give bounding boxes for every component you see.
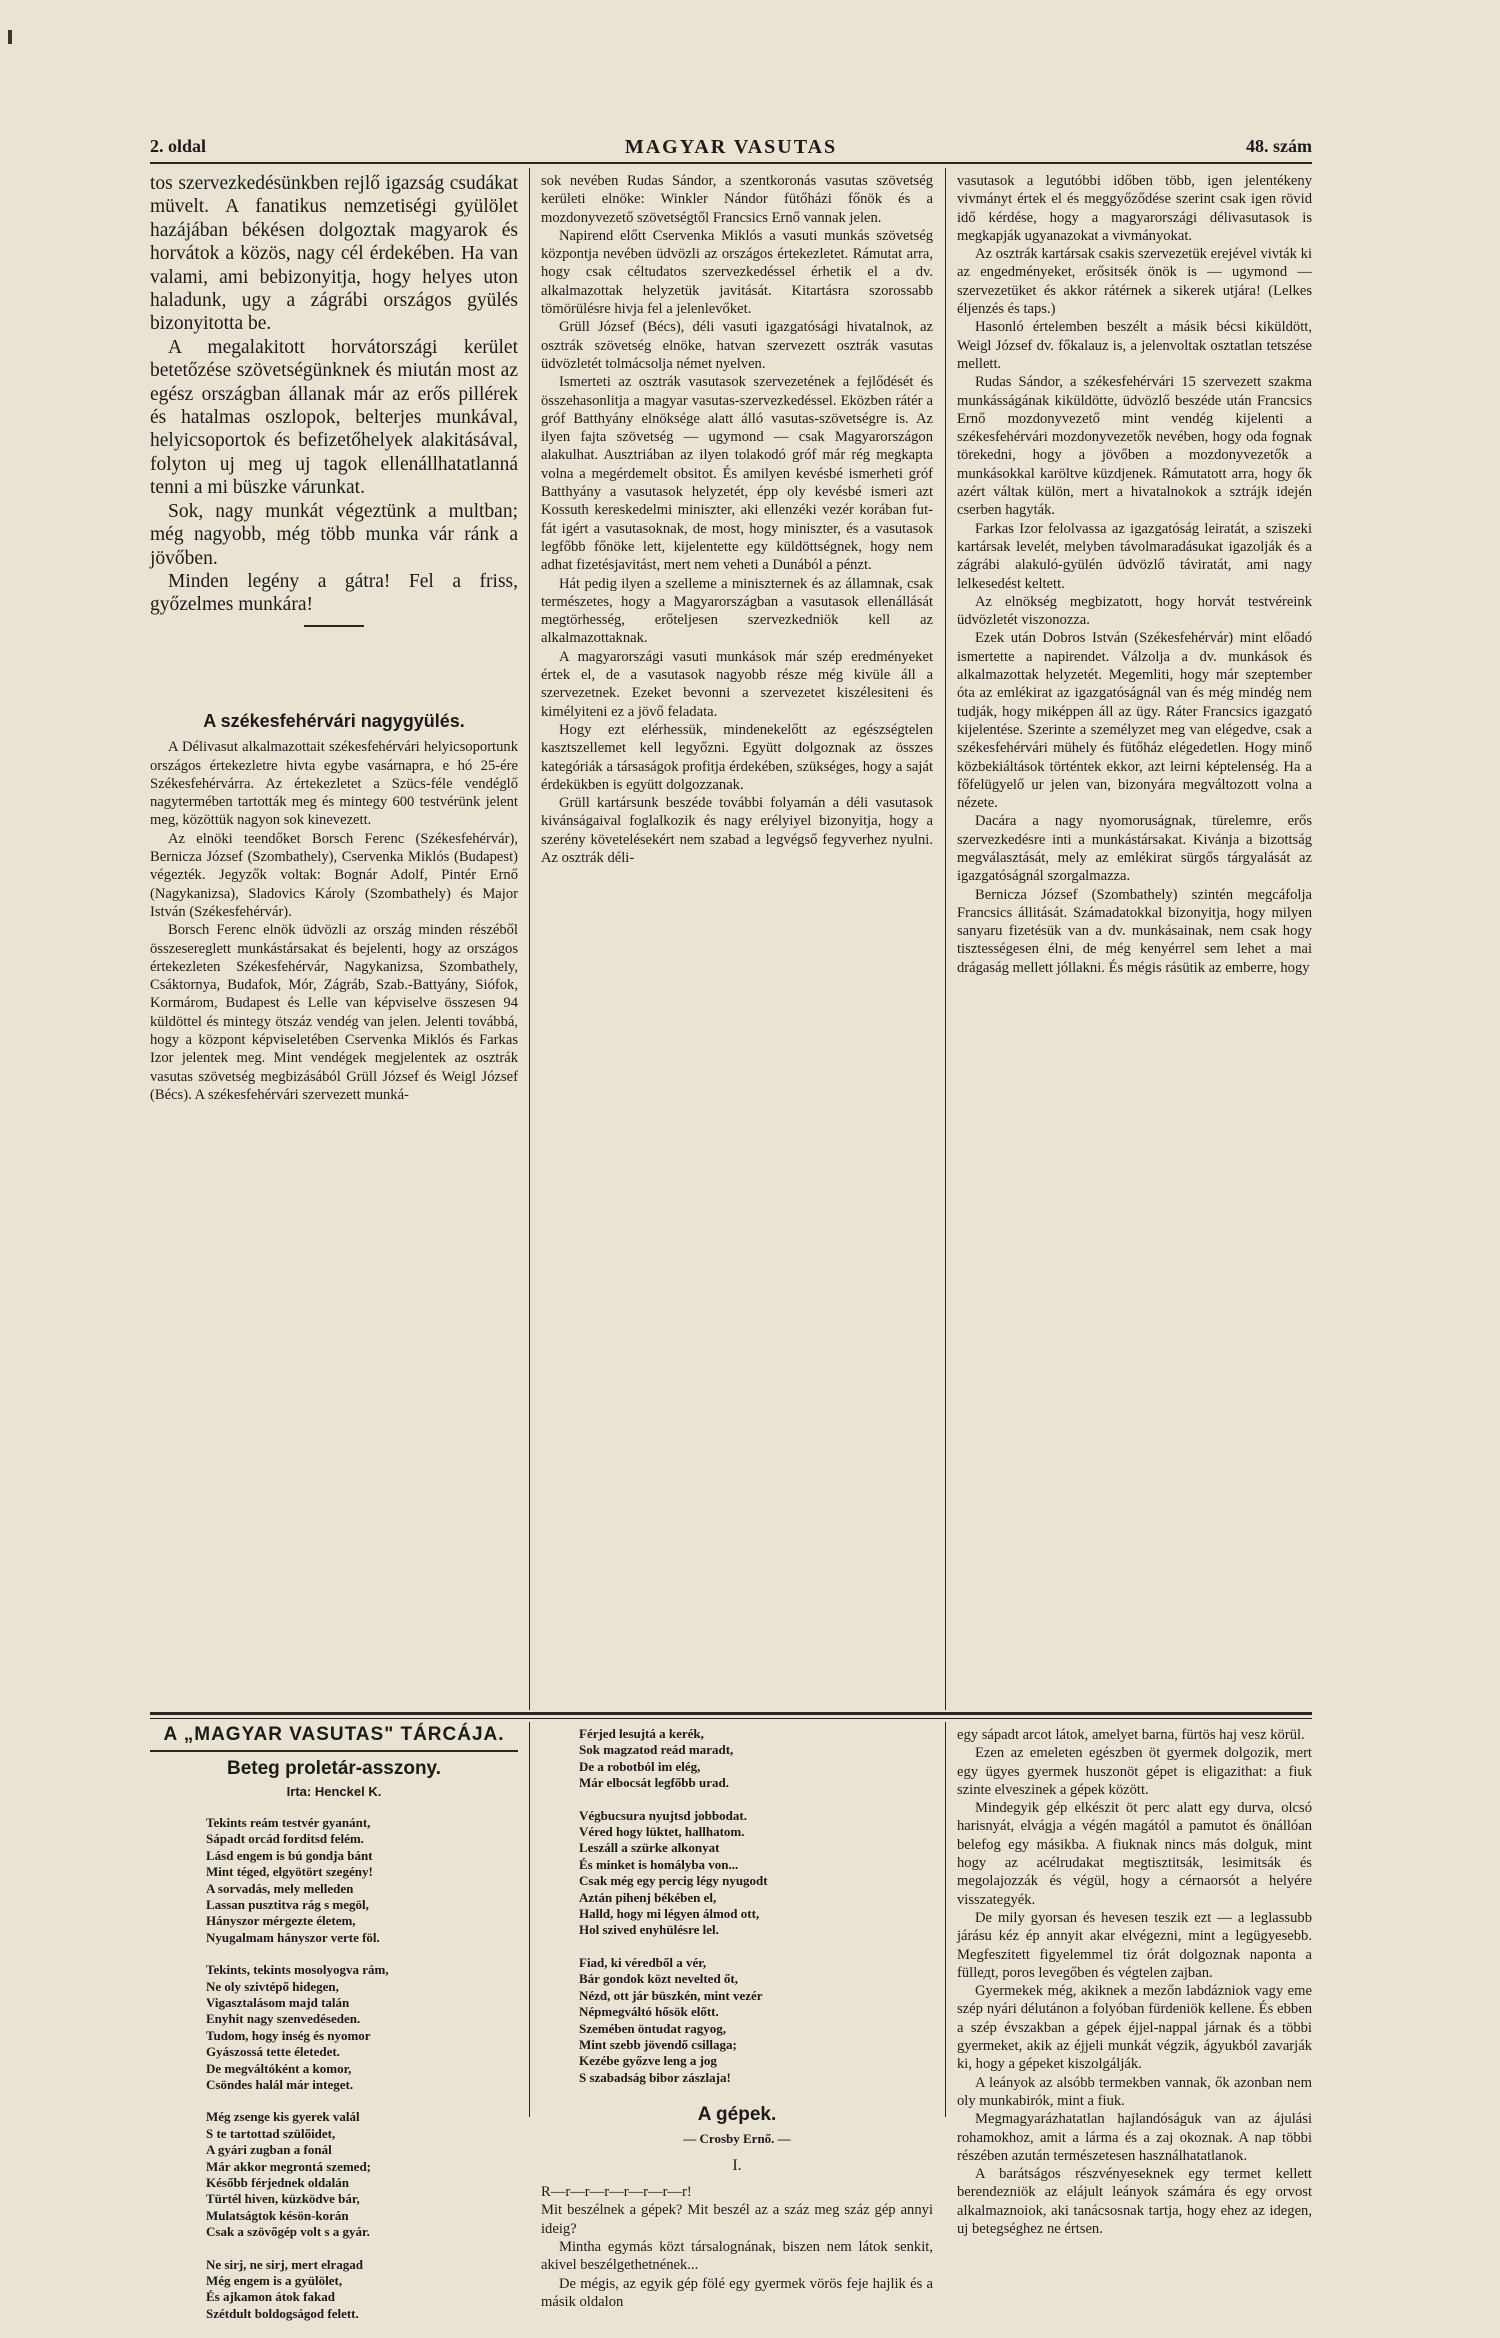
poem-stanza (579, 1726, 933, 1792)
article-paragraph: tos szervezkedésünkben rejlő igazság csudákat müvelt. A fanatikus nemzetiségi gyülölet hazájában békésen dolgoztak magyarok és horvátok a közös, nagy cél érdekében. Ha van valami, ami bebizonyitja, hogy helyes uton haladunk, ugy a zágrábi országos gyülés bizonyitotta be. (150, 173, 518, 335)
poem-line: Ne oly szivtépő hidegen, (206, 1978, 339, 1994)
poem-stanza (579, 1808, 933, 1939)
article-paragraph: Az osztrák kartársak csakis szervezetük erejével vivták ki az engedményeket, erősitsék önök is — ugymond — szervezetüket és akkor rátérnek a sikerek utjára! (Lelkes éljenzés és taps.) (957, 246, 1312, 318)
feuilleton-banner: A „MAGYAR VASUTAS" TÁRCÁJA. (163, 1724, 505, 1745)
article-paragraph: Hogy ezt elérhessük, mindenekelőtt az egészségtelen kasztszellemet kell legyőzni. Együtt dolgoznak az összes kategóriák a társaságok profitja érdekében, szükséges, hogy a saját érdekükben is együtt dolgozzanak. (541, 721, 933, 793)
article-paragraph: Napirend előtt Cservenka Miklós a vasuti munkás szövetség központja nevében üdvözli az országos értekezletet. Rámutat arra, hogy csak céltudatos szervezkedéssel érhetik el a dv. alkalmazottak helyzetük javitását. Kitartásra szorossabb tömörülésre hivja fel a jelenlevőket. (541, 227, 933, 318)
poem-line: Csöndes halál már integet. (206, 2076, 354, 2092)
poem-line: Enyhit nagy szenvedéseden. (206, 2011, 361, 2027)
story-text (541, 2183, 933, 2311)
feuilleton-column-3 (957, 1726, 1312, 2238)
article-paragraph: Minden legény a gátra! Fel a friss, győzelmes munkára! (150, 570, 518, 616)
article-paragraph: Sok, nagy munkát végeztünk a multban; még nagyobb, még több munka vár ránk a jövőben. (150, 500, 518, 569)
poem-line: Már akkor megrontá szemed; (206, 2158, 372, 2174)
masthead-title: MAGYAR VASUTAS (624, 136, 838, 158)
poem-line: Gyászossá tette életedet. (206, 2044, 340, 2060)
article-paragraph: Az elnöki teendőket Borsch Ferenc (Székesfehérvár), Bernicza József (Szombathely), Cservenka Miklós (Budapest) végezték. Jegyzők voltak: Bognár Adolf, Pintér Ernő (Nagykanizsa), Sladovics Károly (Szombathely) és Major István (Székesfehérvár). (150, 830, 518, 920)
article-paragraph: sok nevében Rudas Sándor, a szentkoronás vasutas szövetség kerületi elnöke: Winkler Nándor fütőházi főnök és a mozdonyvezető szövetségtől Francsics Ernő vannak jelen. (541, 173, 933, 226)
header-rule (150, 162, 1312, 164)
poem-line: Fiad, ki véredből a vér, (579, 1954, 707, 1970)
poem-title: Beteg proletár-asszony. (227, 1758, 441, 1780)
poem-line: Csak a szövőgép volt s a gyár. (206, 2224, 370, 2240)
poem-line: De megváltóként a komor, (206, 2060, 352, 2076)
poem-stanza (579, 1955, 933, 2086)
section-separator (304, 625, 364, 627)
article-paragraph: Dacára a nagy nyomoruságnak, türelemre, erős szervezkedésre inti a munkástársakat. Kivánja a bizottság megválasztását, mely az emlékirat sürgős tárgyalását az igazgatóságnál szorgalmazza. (957, 813, 1312, 885)
poem-line: Még engem is a gyülölet, (206, 2273, 343, 2289)
poem-stanza (206, 2257, 518, 2323)
poem-line: Népmegváltó hősök előtt. (579, 2004, 719, 2020)
column-divider (945, 168, 946, 1710)
poem-line: Hányszor mérgezte életem, (206, 1913, 356, 1929)
poem-line: Aztán pihenj békében el, (579, 1889, 717, 1905)
poem-line: Szétdult boldogságod felett. (206, 2305, 359, 2321)
poem-line: És minket is homályba von... (579, 1856, 739, 1872)
poem-line: A gyári zugban a fonál (206, 2142, 332, 2158)
poem-stanza (206, 1815, 518, 1946)
article-paragraph: Hát pedig ilyen a szelleme a miniszternek és az államnak, csak természetes, hogy a Magyarországban a vasutasok ellenállását megtörhesség, erőteljesen szervezkedniök kell az alkalmazottaknak. (541, 575, 933, 647)
article-paragraph: vasutasok a legutóbbi időben több, igen jelentékeny vivmányt értek el és meggyőződése szerint csak igen rövid idő kérdése, hogy a magyarországi délivasutasok is megkapják ugyanazokat a vivmányokat. (957, 173, 1312, 244)
story-paragraph: egy sápadt arcot látok, amelyet barna, fürtös haj vesz körül. (957, 1727, 1305, 1743)
story-paragraph: Mintha egymás közt társalognának, biszen nem látok senkit, akivel beszélgethetnének... (541, 2238, 933, 2274)
poem-line: Mint téged, elgyötört szegény! (206, 1864, 373, 1880)
story-paragraph: Mindegyik gép elkészit öt perc alatt egy durva, olcsó harisnyát, elvágja a végén magától a pamutot és önállóan belefog egy másikba. A fiuknak nincs más dolguk, mint hogy az acélrudakat megtisztitsák, lesimitsák és megolajozzák és végül, hogy a cérnaorsót a helyére visszategyék. (957, 1800, 1312, 1908)
poem-line: Még zsenge kis gyerek valál (206, 2109, 360, 2125)
story-part-number: I. (732, 2156, 742, 2174)
poem-line: Ne sirj, ne sirj, mert elragad (206, 2256, 364, 2272)
feuilleton-column-2 (541, 1726, 933, 2311)
poem-line: Mulatságtok késön-korán (206, 2207, 349, 2223)
poem-line: Leszáll a szürke alkonyat (579, 1840, 720, 1856)
column-divider (529, 168, 530, 1710)
story-paragraph: A barátságos részvényeseknek egy termet kellett berendezniök az elájult leányok számára és egy orvost alkalmaznoiok, aki tanácsosnak tartja, hogy ehez az idegen, uj betegséghez ne értsen. (957, 2166, 1312, 2238)
poem-line: Türtél hiven, küzködve bár, (206, 2191, 360, 2207)
poem-line: Már elbocsát legfőbb urad. (579, 1775, 729, 1791)
article-paragraph: Borsch Ferenc elnök üdvözli az ország minden részéből összesereglett munkástársakat és bejelenti, hogy az országos értekezleten Székesfehérvár, Nagykanizsa, Szombathely, Csáktornya, Budafok, Mór, Zágráb, Szab.-Battyány, Siófok, Kormárom, Budapest és Lelle van képviselve összesen 94 küldöttel és mintegy ötszáz vendég van jelen. Jelenti továbbá, hogy a központ képviseletében Cservenka Miklós és Farkas Izor jelentek meg. Mint vendégek megjelentek az osztrák vasutas szövetség megbizásából Grüll József és Weigl József (Bécs). A székesfehérvári szervezett munká- (150, 922, 518, 1103)
poem-line: Nézd, ott jár büszkén, mint vezér (579, 1987, 763, 2003)
poem-line: Később férjednek oldalán (206, 2175, 350, 2191)
poem-line: Lásd engem is bú gondja bánt (206, 1847, 373, 1863)
poem-line: Lassan pusztitva rág s megöl, (206, 1896, 369, 1912)
feuilleton-rule (150, 1718, 1312, 1719)
article-paragraph: Ezek után Dobros István (Székesfehérvár) mint előadó ismertette a napirendet. Válzolja a dv. munkások és alkalmazottak helyzetét. Megemliti, hogy már szeptember óta az emlékirat az igazgatóságnál van és még mindég nem tudják, hogy miképpen áll az ügy. Ráter Francsics igazgató kijelentése. Szerinte a személyzet meg van elégedve, csak a székesfehérvári mühely és fütőház elégedetlen. Hogy minő közbekiáltások történtek ekkor, azt leirni képtelenség. Ha a főfelügyelő ur jelen van, bizonyára megváltozott volna a nézete. (957, 630, 1312, 812)
article-column-1-lower (150, 700, 518, 1104)
article-paragraph: Farkas Izor felolvassa az igazgatóság leiratát, a sziszeki kartársak levelét, melyben távolmaradásukat igazolják és a zágrábi alakuló-gyülén üdvözlő táviratát, ami nagy lelkesedést keltett. (957, 520, 1312, 592)
page-number: 2. oldal (150, 136, 207, 156)
poem-line: Nyugalmam hányszor verte föl. (206, 1929, 380, 1945)
story-title: A gépek. (697, 2104, 777, 2126)
article-paragraph: A megalakitott horvátországi kerület betetőzése szövetségünknek és miután most az egész országban állanak már az erős pillérek és hatalmas oszlopok, belterjes munkával, helyicsoportok és befizetőhelyek alakitásával, folyton uj meg uj tagok ellenállhatatlanná tenni a mi büszke várunkat. (150, 336, 518, 499)
poem-line: Tekints, tekints mosolyogva rám, (206, 1962, 389, 1978)
poem-stanza (206, 2109, 518, 2240)
poem-line: Szemében öntudat ragyog, (579, 2020, 726, 2036)
article-paragraph: Hasonló értelemben beszélt a másik bécsi kiküldött, Weigl József dv. főkalauz is, a jelenvoltak osztatlan tetszése mellett. (957, 319, 1312, 372)
article-paragraph: Grüll kartársunk beszéde további folyamán a déli vasutasok kivánságaival foglalkozik és nagy erélyiyel bizonyitja, hogy a szerény követelésekért nem szabad a legvégső fegyverhez nyulni. Az osztrák déli- (541, 795, 933, 866)
section-title: A székesfehérvári nagygyülés. (203, 711, 465, 731)
poem-line: A sorvadás, mely melleden (206, 1880, 354, 1896)
feuilleton-column-1 (150, 1726, 518, 2338)
poem-line: De a robotból im elég, (579, 1758, 701, 1774)
poem-line: Vigasztalásom majd talán (206, 1994, 350, 2010)
poem-left (150, 1815, 518, 2322)
poem-line: Hol szived enyhülésre lel. (579, 1922, 719, 1938)
story-paragraph: R—r—r—r—r—r—r—r! (541, 2184, 692, 2201)
poem-line: S szabadság bibor zászlaja! (579, 2069, 731, 2085)
feuilleton-rule (150, 1712, 1312, 1715)
article-paragraph: A Délivasut alkalmazottait székesfehérvári helyicsoportunk országos értekezletre hivta egybe vasárnapra, e hó 25-ére Székesfehérvárra. Az értekezletet a Szücs-féle vendéglő nagytermében tartották meg és mintegy 600 testvérünk jelent meg, közöttük nagyon sok kinevezett. (150, 739, 518, 829)
poem-line: Sápadt orcád forditsd felém. (206, 1831, 364, 1847)
poem-line: Bár gondok közt nevelted őt, (579, 1971, 739, 1987)
article-column-2 (541, 172, 933, 867)
poem-line: Tudom, hogy inség és nyomor (206, 2027, 371, 2043)
article-paragraph: Grüll József (Bécs), déli vasuti igazgatósági hivatalnok, az osztrák szövetség elnöke, hatvan szervezett osztrák vasutas üdvözletét tolmácsolja német nyelven. (541, 319, 933, 372)
poem-stanza (206, 1962, 518, 2093)
scan-edge-mark (8, 30, 12, 44)
column-divider (529, 1722, 530, 2117)
banner-rule (150, 1750, 518, 1752)
column-divider (945, 1722, 946, 2117)
story-paragraph: Mit beszélnek a gépek? Mit beszél az a száz meg száz gép annyi ideig? (541, 2202, 933, 2237)
story-paragraph: De mily gyorsan és hevesen teszik ezt — a leglassubb járásu kéz ép annyit akar elvégezni, mint a legügyesebb. Megfeszitett figyelemmel tiz órát dolgoznak naponta a füllедt, poros levegőben és végtelen zajban. (957, 1909, 1312, 1981)
poem-line: Mint szebb jövendő csillaga; (579, 2036, 737, 2052)
story-author: — Crosby Ernő. — (683, 2131, 791, 2147)
poem-line: Végbucsura nyujtsd jobbodat. (579, 1807, 747, 1823)
article-paragraph: Az elnökség megbizatott, hogy horvát testvéreink üdvözletét viszonozza. (957, 593, 1312, 629)
poem-right (541, 1726, 933, 2086)
poem-line: Férjed lesujtá a kerék, (579, 1726, 704, 1741)
poem-line: Csak még egy percig légy nyugodt (579, 1873, 768, 1889)
story-paragraph: Megmagyarázhatatlan hajlandóságuk van az ájulási rohamokhoz, amit a lárma és a zaj okoznak. A nap többi részében azután természetesen használhatatlanok. (957, 2111, 1312, 2164)
issue-number: 48. szám (1246, 136, 1312, 156)
article-column-1 (150, 172, 518, 637)
poem-line: S te tartottad szülőidet, (206, 2125, 336, 2141)
article-paragraph: A magyarországi vasuti munkások már szép eredményeket értek el, de a vasutasok nagyobb része még kivüle áll a szervezetnek. Ezeket bevonni a szervezetet kiszélesiteni és kimélyiteni ez a jövő feladata. (541, 648, 933, 720)
poem-line: Véred hogy lüktet, hallhatom. (579, 1824, 745, 1840)
article-paragraph: Ismerteti az osztrák vasutasok szervezetének a fejlődését és összehasonlitja a magyar vasutas-szervezkedéssel. Eközben rátér a gróf Batthyány elnöksége alatt álló vasutas-szövetségre is. Az ilyen fajta szövetség — ugymond — csak Magyarországon alakulhat. Ausztriában az ilyen tolakodó gróf már rég megkapta volna a megérdemelt obsitot. És amilyen kevésbé ismerheti gróf Batthyány a vasutasok helyzetét, épp oly kevésbé ismeri azt Kossuth kereskedelmi miniszter, aki ellenzéki vezér korában fut-fát igért a vasutasoknak, de most, hogy miniszter, és a vasutasok legfőbb főnöke lett, kijelentette egy küldöttségnek, hogy nem adhat fizetésjavitást, mert nem veheti a Dunából a pénzt. (541, 374, 933, 574)
poem-line: Tekints reám testvér gyanánt, (206, 1814, 371, 1830)
story-paragraph: Ezen az emeleten egészben öt gyermek dolgozik, mert egy ügyes gyermek huszonöt gépet is eligazithat: a fiuk szinte elveszinek a gépek között. (957, 1745, 1312, 1798)
page-header (150, 136, 1312, 162)
story-paragraph: De mégis, az egyik gép fölé egy gyermek vörös feje hajlik és a másik oldalon (541, 2275, 933, 2310)
poem-author: Irta: Henckel K. (286, 1783, 382, 1799)
poem-line: Sok magzatod reád maradt, (579, 1742, 734, 1758)
poem-line: Halld, hogy mi légyen álmod ott, (579, 1906, 760, 1922)
poem-line: Kezébe győzve leng a jog (579, 2053, 717, 2069)
story-paragraph: A leányok az alsóbb termekben vannak, ők azonban nem oly munkabirók, mint a fiuk. (957, 2074, 1312, 2109)
article-paragraph: Bernicza József (Szombathely) szintén megcáfolja Francsics állitását. Számadatokkal bizonyitja, hogy milyen sanyaru fizetésük van a dv. munkásainak, nem csak hogy tisztességesen élni, de még kenyérrel sem lehet a mai drágaság mellett jóllakni. És mégis rásütik az emberre, hogy (957, 886, 1312, 976)
article-column-3 (957, 172, 1312, 977)
article-paragraph: Rudas Sándor, a székesfehérvári 15 szervezett szakma munkásságának kiküldötte, üdvözlő beszéde után Francsics Ernő mozdonyvezető mint vendég kijelenti a székesfehérvári mozdonyvezetők nevében, hogy oda fognak törekedni, hogy a jövőben a mozdonyvezetők a munkásokkal karöltve küzdjenek. Rámutatott arra, hogy ők azért váltak külön, mert a hivatalnokok a sztrájk idején cserben hagyták. (957, 374, 1312, 519)
story-paragraph: Gyermekek még, akiknek a mezőn labdázniok vagy eme szép nyári délutánon a folyóban fürdeniök kellene. És ebben a szép évszakban a gépek éjjel-nappal járnak és a többi gyermeket, akik az éjjeli munkát végzik, ágyukból zavarják ki, hogy a gépeket kiszolgálják. (957, 1983, 1312, 2073)
poem-line: És ajkamon átok fakad (206, 2289, 335, 2305)
